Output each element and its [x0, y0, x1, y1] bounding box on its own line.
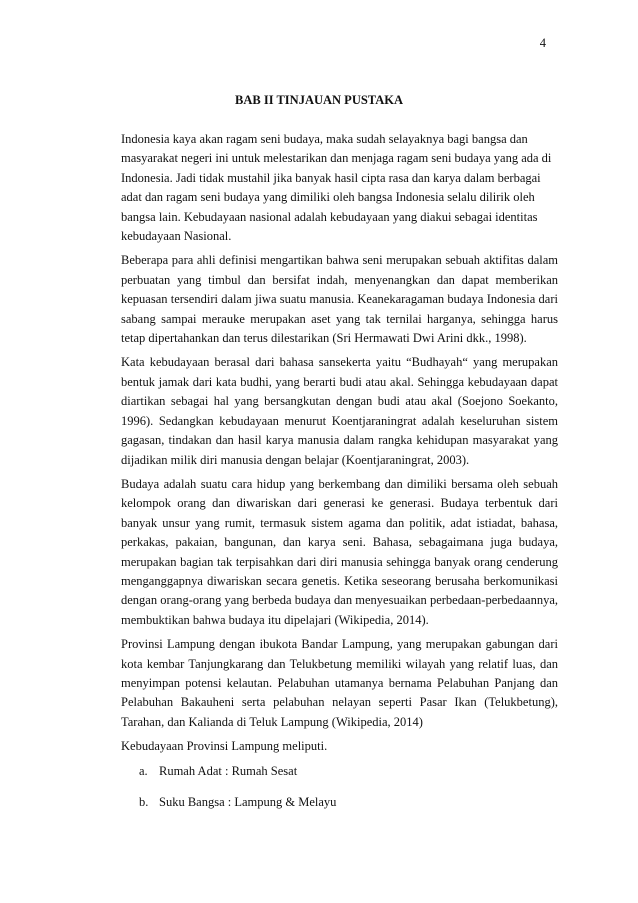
paragraph-kebudayaan: Kata kebudayaan berasal dari bahasa sansekerta yaitu “Budhayah“ yang merupakan bentuk jamak dari kata budhi, yang berarti budi atau akal. Sehingga kebudayaan dapat diartikan sebagai hal yang bersangkutan dengan budi atau akal (Soejono Soekanto, 1996). Sedangkan kebudayaan menurut Koentjaraningrat adalah keseluruhan sistem gagasan, tindakan dan hasil karya manusia dalam rangka kehidupan masyarakat yang dijadikan milik diri manusia dengan belajar (Koentjaraningrat, 2003). — [121, 355, 558, 467]
list-item — [121, 793, 558, 812]
paragraph-seni: Beberapa para ahli definisi mengartikan bahwa seni merupakan sebuah aktifitas dalam perbuatan yang timbul dan bersifat indah, menyenangkan dan dapat memberikan kepuasan tersendiri dalam jiwa suatu manusia. Keanekaragaman budaya Indonesia dari sabang sampai merauke merupakan aset yang tak ternilai harganya, sehingga harus tetap dipertahankan dan terus dilestarikan (Sri Hermawati Dwi Arini dkk., 1998). — [121, 253, 558, 346]
paragraph-budaya: Budaya adalah suatu cara hidup yang berkembang dan dimiliki bersama oleh sebuah kelompok orang dan diwariskan dari generasi ke generasi. Budaya terbentuk dari banyak unsur yang rumit, termasuk sistem agama dan politik, adat istiadat, bahasa, perkakas, pakaian, bangunan, dan karya seni. Bahasa, sebagaimana juga budaya, merupakan bagian tak terpisahkan dari diri manusia sehingga banyak orang cenderung menganggapnya diwariskan secara genetis. Ketika seseorang berusaha berkomunikasi dengan orang-orang yang berbeda budaya dan menyesuaikan perbedaan-perbedaannya, membuktikan bahwa budaya itu dipelajari (Wikipedia, 2014). — [121, 476, 558, 627]
culture-list — [121, 762, 558, 813]
list-item-text: Suku Bangsa : Lampung & Melayu — [159, 795, 337, 809]
paragraph-intro: Indonesia kaya akan ragam seni budaya, maka sudah selayaknya bagi bangsa dan masyarakat negeri ini untuk melestarikan dan menjaga ragam seni budaya yang ada di Indonesia. Jadi tidak mustahil jika banyak hasil cipta rasa dan karya dalam berbagai adat dan ragam seni budaya yang dimiliki oleh bangsa Indonesia selalu dilirik oleh bangsa lain. Kebudayaan nasional adalah kebudayaan yang diakui sebagai identitas kebudayaan Nasional. — [121, 132, 552, 244]
page-number: 4 — [539, 36, 546, 50]
chapter-title: BAB II TINJAUAN PUSTAKA — [235, 93, 403, 107]
list-item — [121, 762, 558, 781]
paragraph-lampung: Provinsi Lampung dengan ibukota Bandar Lampung, yang merupakan gabungan dari kota kembar Tanjungkarang dan Telukbetung memiliki wilayah yang relatif luas, dan menyimpan potensi kelautan. Pelabuhan utamanya bernama Pelabuhan Panjang dan Pelabuhan Bakauheni serta pelabuhan nelayan seperti Pasar Ikan (Telukbetung), Tarahan, dan Kalianda di Teluk Lampung (Wikipedia, 2014) — [121, 637, 558, 729]
body-text — [121, 130, 558, 824]
list-marker: a. — [139, 763, 148, 778]
paragraph-list-intro: Kebudayaan Provinsi Lampung meliputi. — [121, 739, 328, 754]
list-marker: b. — [139, 795, 149, 809]
list-item-text: Rumah Adat : Rumah Sesat — [159, 763, 298, 778]
